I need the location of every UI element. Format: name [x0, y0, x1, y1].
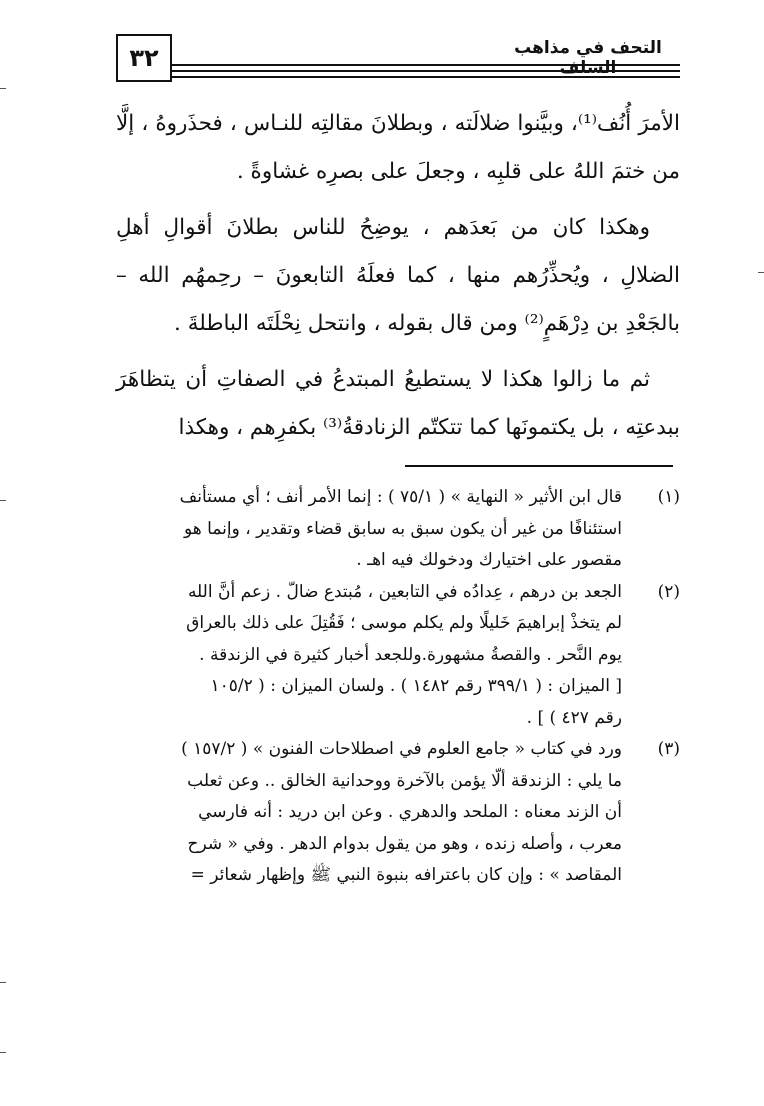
main-text	[116, 100, 680, 460]
main-paragraph: وهكذا كان من بَعدَهم ، يوضِحُ للناس بطلانَ أقوالِ أهلِ الضلالِ ، ويُحذِّرُهم منها ، كما فعلَهُ التابعونَ – رحِمهُم الله – بالجَعْدِ بن دِرْهَمٍ⁽²⁾ ومن قال بقوله ، وانتحل نِحْلَتَه الباطلةَ .	[116, 215, 680, 336]
scan-artifact	[758, 272, 764, 273]
footnote-marker: (٣)	[657, 739, 680, 759]
footnote-line: قال ابن الأثير « النهاية » ( ٧٥/١ ) : إنما الأمر أنف ؛ أي مستأنف	[179, 487, 622, 507]
footnote-line: المقاصد » : وإن كان باعترافه بنبوة النبي ﷺ وإظهار شعائر =	[190, 865, 622, 885]
page-header	[116, 34, 680, 84]
footnote-body	[116, 482, 622, 577]
footnote-body	[116, 577, 622, 735]
page-number: ٣٢	[116, 34, 172, 82]
footnote	[116, 482, 680, 577]
running-title: التحف في مذاهب السلف	[514, 38, 662, 78]
footnote-marker: (٢)	[657, 581, 680, 602]
header-rule	[172, 64, 680, 66]
footnote-line: استئنافًا من غير أن يكون سبق به سابق قضاء وتقدير ، وإنما هو	[184, 518, 622, 539]
footnote	[116, 734, 680, 892]
scan-artifact	[0, 500, 6, 501]
main-paragraph: الأمرَ أُنُف⁽¹⁾، وبيَّنوا ضلالَته ، وبطلانَ مقالتِه للنـاس ، فحذَروهُ ، إلَّا من ختمَ اللهُ على قلبِه ، وجعلَ على بصرِه غشاوةً .	[116, 111, 680, 184]
footnote-line: يوم النَّحر . والقصةُ مشهورة.وللجعد أخبار كثيرة في الزندقة .	[199, 644, 622, 665]
header-rule	[172, 70, 680, 72]
header-rule	[172, 76, 680, 78]
footnote-line: أن الزند معناه : الملحد والدهري . وعن ابن دريد : أنه فارسي	[198, 802, 622, 822]
main-paragraph: ثم ما زالوا هكذا لا يستطيعُ المبتدعُ في الصفاتِ أن يتظاهَرَ ببدعتِه ، بل يكتمونَها كما تتكتّم الزنادقةُ⁽³⁾ بكفرِهم ، وهكذا	[116, 367, 680, 440]
footnote	[116, 577, 680, 735]
footnote-body	[116, 734, 622, 892]
footnote-line: الجعد بن درهم ، عِدادُه في التابعين ، مُبتدع ضالّ . زعم أنَّ الله	[187, 581, 622, 602]
footnote-separator	[405, 465, 673, 467]
footnote-line: ما يلي : الزندقة ألّا يؤمن بالآخرة ووحدانية الخالق .. وعن ثعلب	[187, 770, 622, 791]
footnote-line: رقم ٤٢٧ ) ] .	[526, 707, 622, 728]
footnote-line: لم يتخذْ إبراهيمَ خَليلًا ولم يكلم موسى ؛ فَقُتِلَ على ذلك بالعراق	[186, 613, 622, 633]
footnote-line: ورد في كتاب « جامع العلوم في اصطلاحات الفنون » ( ١٥٧/٢ )	[181, 739, 622, 759]
footnote-line: [ الميزان : ( ٣٩٩/١ رقم ١٤٨٢ ) . ولسان الميزان : ( ١٠٥/٢	[210, 676, 622, 696]
scan-artifact	[0, 982, 6, 983]
footnotes	[116, 482, 680, 892]
footnote-marker: (١)	[657, 487, 680, 507]
scan-artifact	[0, 88, 6, 89]
scan-artifact	[0, 1052, 6, 1053]
footnote-line: معرب ، وأصله زنده ، وهو من يقول بدوام الدهر . وفي « شرح	[187, 833, 622, 854]
footnote-line: مقصور على اختيارك ودخولك فيه اهـ .	[356, 550, 622, 570]
